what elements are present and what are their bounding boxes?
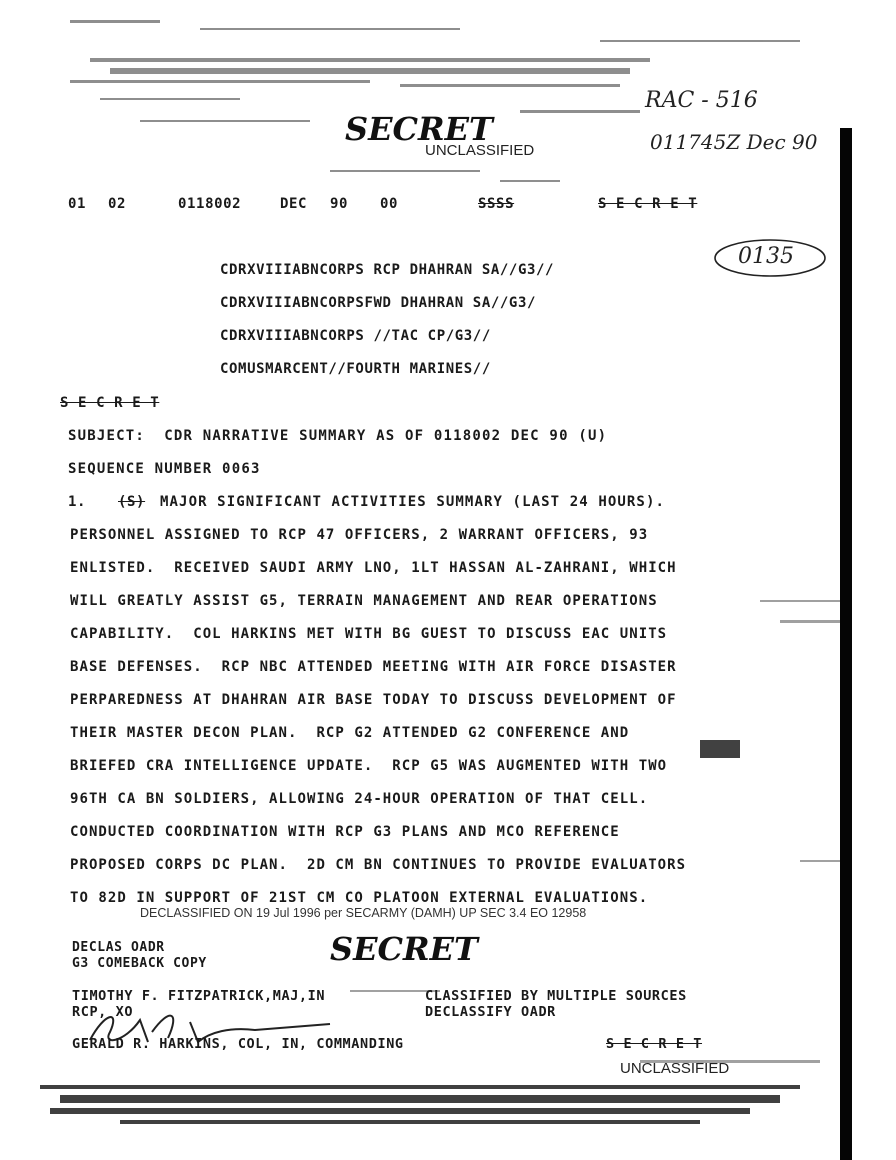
classified-by: CLASSIFIED BY MULTIPLE SOURCES — [425, 988, 687, 1004]
body-line-8: BRIEFED CRA INTELLIGENCE UPDATE. RCP G5 WAS AUGMENTED WITH TWO — [70, 758, 668, 774]
routing-code: 00 — [380, 196, 399, 212]
routing-classification: S E C R E T — [598, 196, 698, 212]
addressee-2: CDRXVIIIABNCORPSFWD DHAHRAN SA//G3/ — [220, 295, 537, 311]
addressee-1: CDRXVIIIABNCORPS RCP DHAHRAN SA//G3// — [220, 262, 555, 278]
routing-precedence-1: 01 — [68, 196, 87, 212]
routing-month: DEC — [280, 196, 308, 212]
secret-stamp-top: SECRET — [345, 110, 493, 148]
drafter-office: RCP, XO — [72, 1004, 134, 1020]
body-line-7: THEIR MASTER DECON PLAN. RCP G2 ATTENDED G2 CONFERENCE AND — [70, 725, 630, 741]
body-line-4: CAPABILITY. COL HARKINS MET WITH BG GUEST TO DISCUSS EAC UNITS — [70, 626, 668, 642]
body-line-3: WILL GREATLY ASSIST G5, TERRAIN MANAGEMENT AND REAR OPERATIONS — [70, 593, 658, 609]
comeback-copy: G3 COMEBACK COPY — [72, 956, 207, 971]
body-line-2: ENLISTED. RECEIVED SAUDI ARMY LNO, 1LT HASSAN AL-ZAHRANI, WHICH — [70, 560, 677, 576]
scan-edge-bar — [840, 128, 852, 1160]
circled-number: 0135 — [738, 244, 794, 269]
classification-line: S E C R E T — [60, 395, 160, 411]
secret-stamp-bottom: SECRET — [330, 930, 478, 968]
declas-line: DECLAS OADR — [72, 940, 165, 955]
classification-bottom: S E C R E T — [606, 1036, 703, 1052]
body-line-11: PROPOSED CORPS DC PLAN. 2D CM BN CONTINUES TO PROVIDE EVALUATORS — [70, 857, 687, 873]
drafter-name: TIMOTHY F. FITZPATRICK,MAJ,IN — [72, 988, 326, 1004]
routing-precedence-2: 02 — [108, 196, 127, 212]
addressee-3: CDRXVIIIABNCORPS //TAC CP/G3// — [220, 328, 491, 344]
body-line-12: TO 82D IN SUPPORT OF 21ST CM CO PLATOON EXTERNAL EVALUATIONS. — [70, 890, 649, 906]
sequence-number: SEQUENCE NUMBER 0063 — [68, 461, 261, 477]
handwritten-reference: RAC - 516 — [645, 88, 758, 113]
subject-line: SUBJECT: CDR NARRATIVE SUMMARY AS OF 0118002 DEC 90 (U) — [68, 428, 608, 444]
body-line-9: 96TH CA BN SOLDIERS, ALLOWING 24-HOUR OPERATION OF THAT CELL. — [70, 791, 649, 807]
unclassified-bottom: UNCLASSIFIED — [620, 1060, 730, 1077]
body-line-5: BASE DEFENSES. RCP NBC ATTENDED MEETING WITH AIR FORCE DISASTER — [70, 659, 677, 675]
body-line-6: PERPAREDNESS AT DHAHRAN AIR BASE TODAY TO DISCUSS DEVELOPMENT OF — [70, 692, 677, 708]
para-number: 1. — [68, 494, 87, 510]
routing-year: 90 — [330, 196, 349, 212]
para-heading: MAJOR SIGNIFICANT ACTIVITIES SUMMARY (LAST 24 HOURS). — [160, 494, 666, 510]
declassified-note: DECLASSIFIED ON 19 Jul 1996 per SECARMY (DAMH) UP SEC 3.4 EO 12958 — [140, 906, 587, 920]
body-line-10: CONDUCTED COORDINATION WITH RCP G3 PLANS AND MCO REFERENCE — [70, 824, 620, 840]
addressee-4: COMUSMARCENT//FOURTH MARINES// — [220, 361, 491, 377]
routing-dtg: 0118002 — [178, 196, 242, 212]
declassify-instruction: DECLASSIFY OADR — [425, 1004, 556, 1020]
body-line-1: PERSONNEL ASSIGNED TO RCP 47 OFFICERS, 2 WARRANT OFFICERS, 93 — [70, 527, 649, 543]
releaser-line: GERALD R. HARKINS, COL, IN, COMMANDING — [72, 1036, 404, 1052]
handwritten-dtg: 011745Z Dec 90 — [650, 130, 818, 154]
routing-ssss: SSSS — [478, 196, 515, 212]
unclassified-top: UNCLASSIFIED — [425, 142, 535, 159]
para-classification-mark: (S) — [118, 494, 146, 510]
